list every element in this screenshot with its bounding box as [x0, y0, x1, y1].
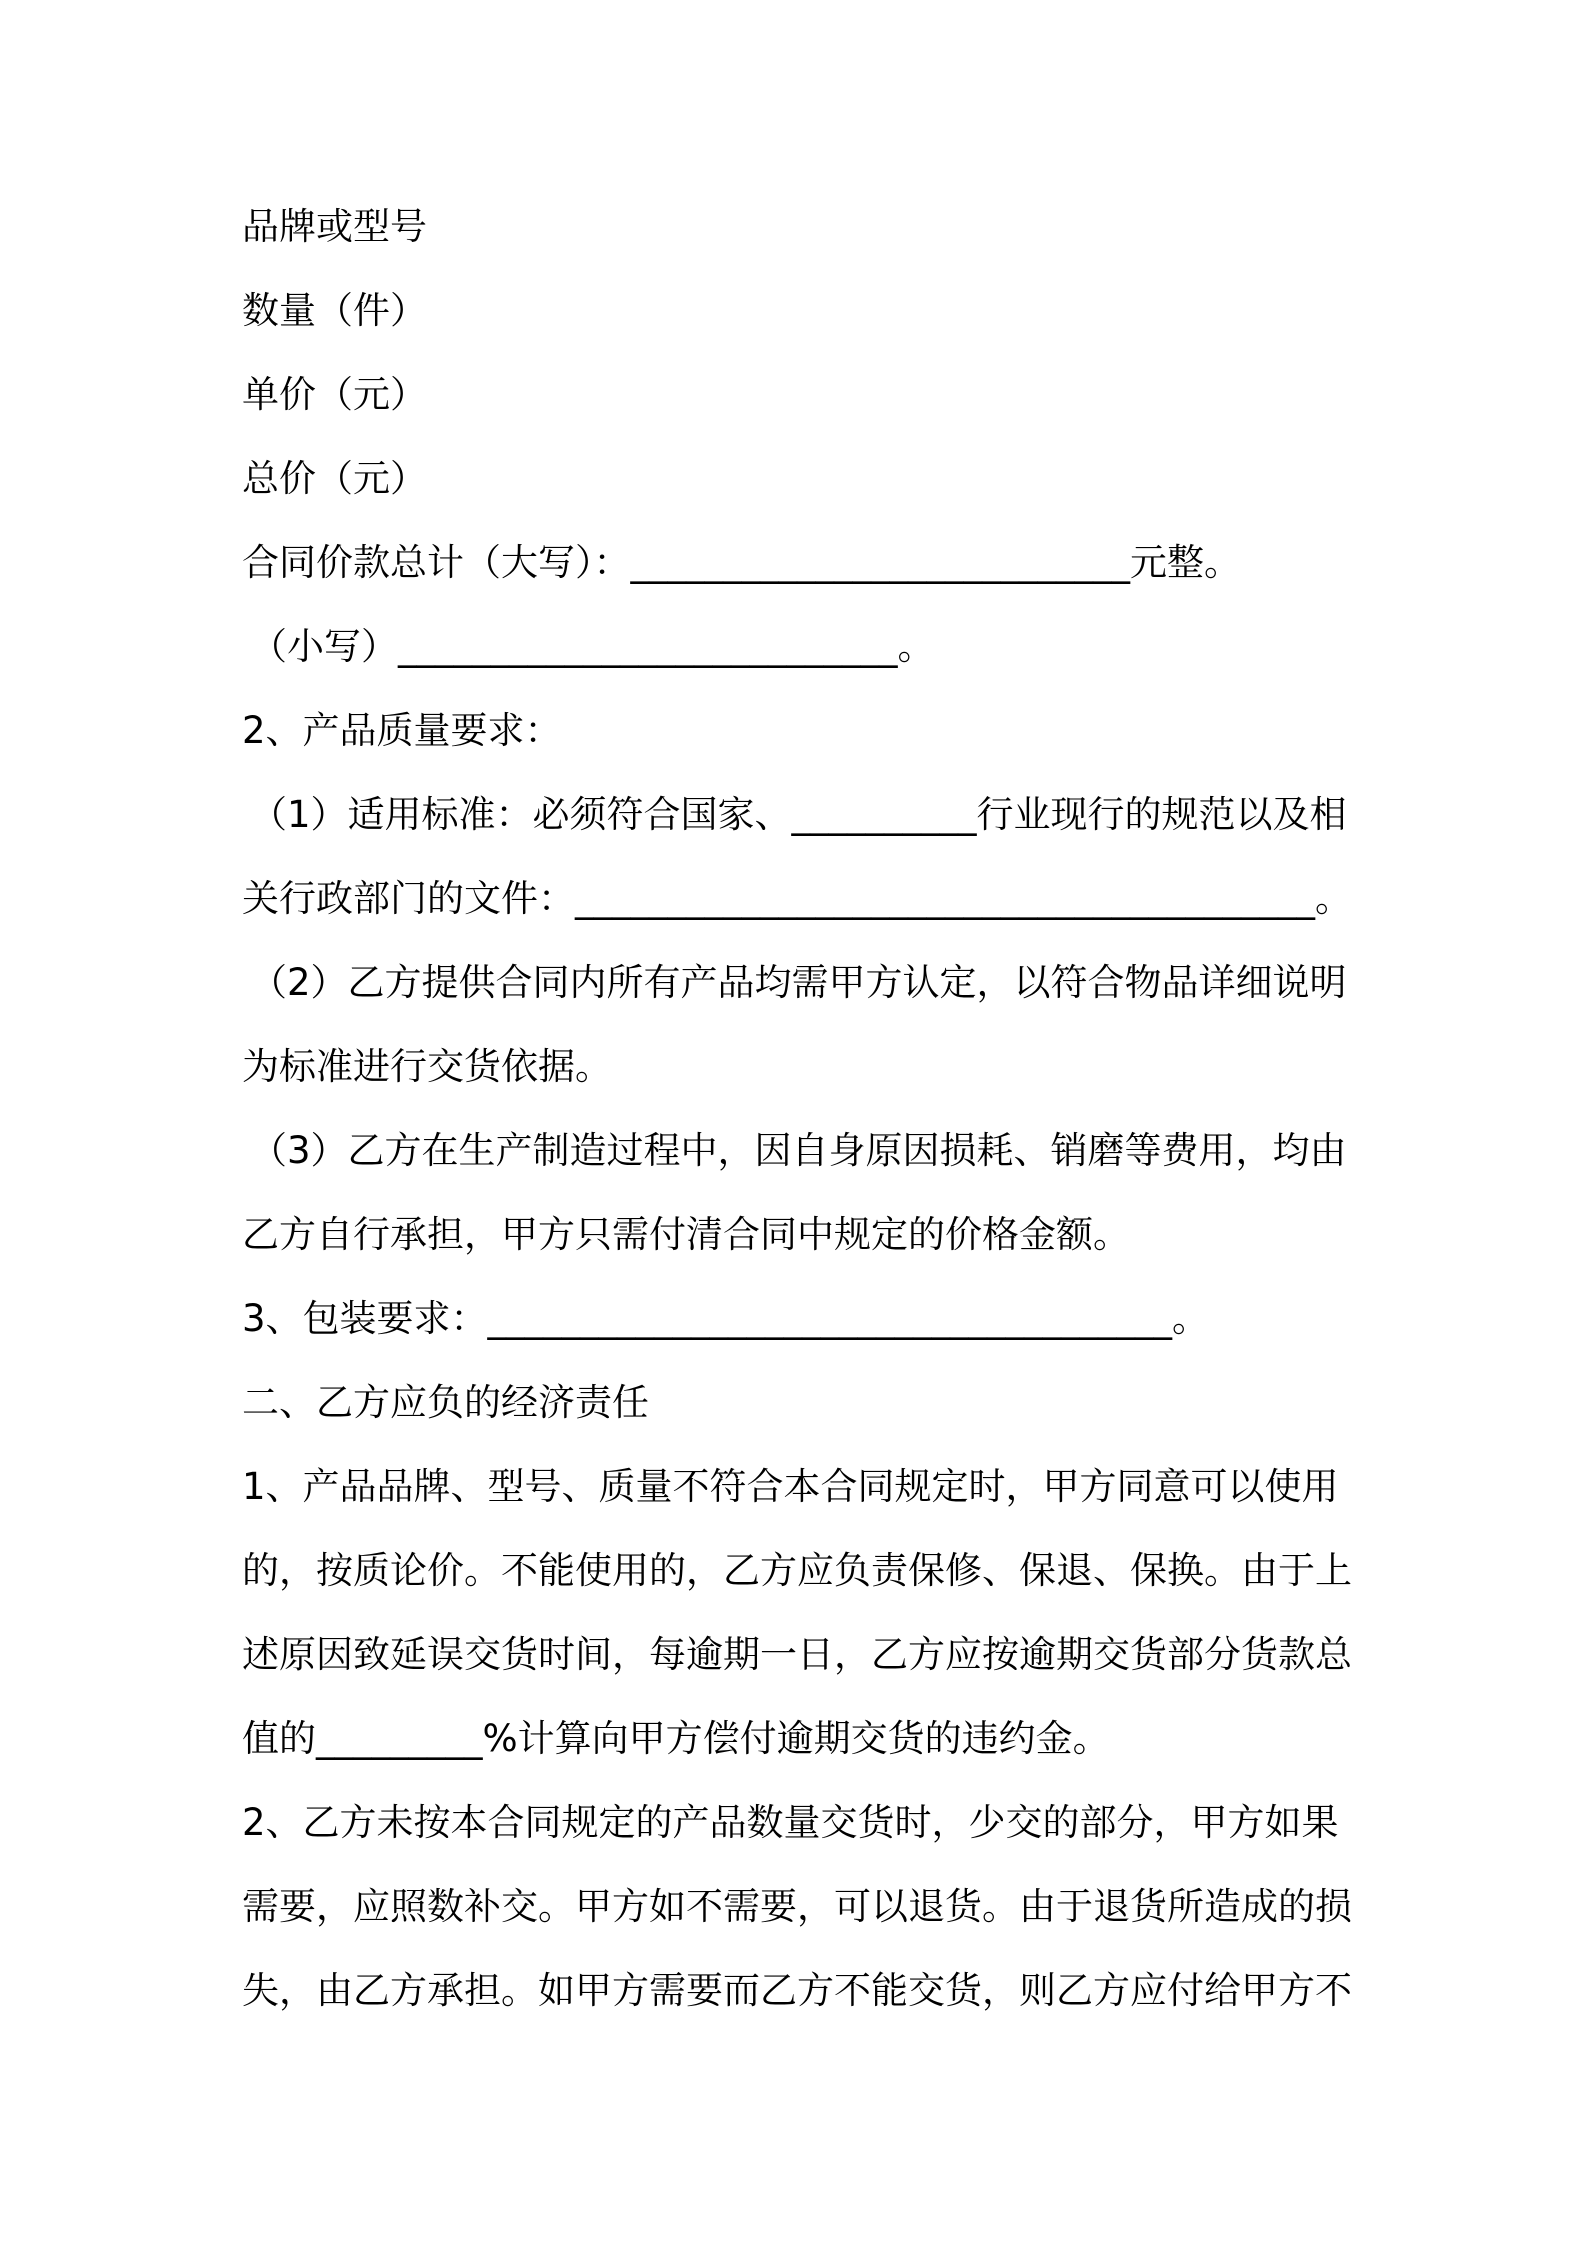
line-contract-total-lowercase: （小写）___________________________。 — [250, 625, 935, 668]
section-heading-party-b-liability: 二、乙方应负的经济责任 — [242, 1381, 649, 1424]
clause-product-approval: （2）乙方提供合同内所有产品均需甲方认定，以符合物品详细说明 — [250, 961, 1347, 1004]
clause-quantity-shortfall: 2、乙方未按本合同规定的产品数量交货时，少交的部分，甲方如果 — [242, 1801, 1339, 1844]
clause-brand-nonconformity-cont-3: 值的_________%计算向甲方偿付逾期交货的违约金。 — [242, 1717, 1110, 1760]
clause-product-approval-cont: 为标准进行交货依据。 — [242, 1045, 612, 1088]
clause-applicable-standard-cont: 关行政部门的文件：________________________________________。 — [242, 877, 1352, 920]
clause-manufacturing-costs-cont: 乙方自行承担，甲方只需付清合同中规定的价格金额。 — [242, 1213, 1130, 1256]
heading-packaging-requirements: 3、包装要求：_____________________________________。 — [242, 1297, 1210, 1340]
clause-applicable-standard: （1）适用标准：必须符合国家、__________行业现行的规范以及相 — [250, 793, 1347, 836]
clause-manufacturing-costs: （3）乙方在生产制造过程中，因自身原因损耗、销磨等费用，均由 — [250, 1129, 1347, 1172]
line-unit-price: 单价（元） — [242, 373, 427, 416]
clause-quantity-shortfall-cont-1: 需要，应照数补交。甲方如不需要，可以退货。由于退货所造成的损 — [242, 1885, 1352, 1928]
line-total-price: 总价（元） — [242, 457, 427, 500]
clause-brand-nonconformity-cont-1: 的，按质论价。不能使用的，乙方应负责保修、保退、保换。由于上 — [242, 1549, 1352, 1592]
line-brand-model: 品牌或型号 — [242, 205, 427, 248]
clause-quantity-shortfall-cont-2: 失，由乙方承担。如甲方需要而乙方不能交货，则乙方应付给甲方不 — [242, 1969, 1352, 2012]
line-contract-total-uppercase: 合同价款总计（大写）：___________________________元整。 — [242, 541, 1241, 584]
line-quantity: 数量（件） — [242, 289, 427, 332]
heading-quality-requirements: 2、产品质量要求： — [242, 709, 562, 752]
clause-brand-nonconformity: 1、产品品牌、型号、质量不符合本合同规定时，甲方同意可以使用 — [242, 1465, 1339, 1508]
clause-brand-nonconformity-cont-2: 述原因致延误交货时间，每逾期一日，乙方应按逾期交货部分货款总 — [242, 1633, 1352, 1676]
